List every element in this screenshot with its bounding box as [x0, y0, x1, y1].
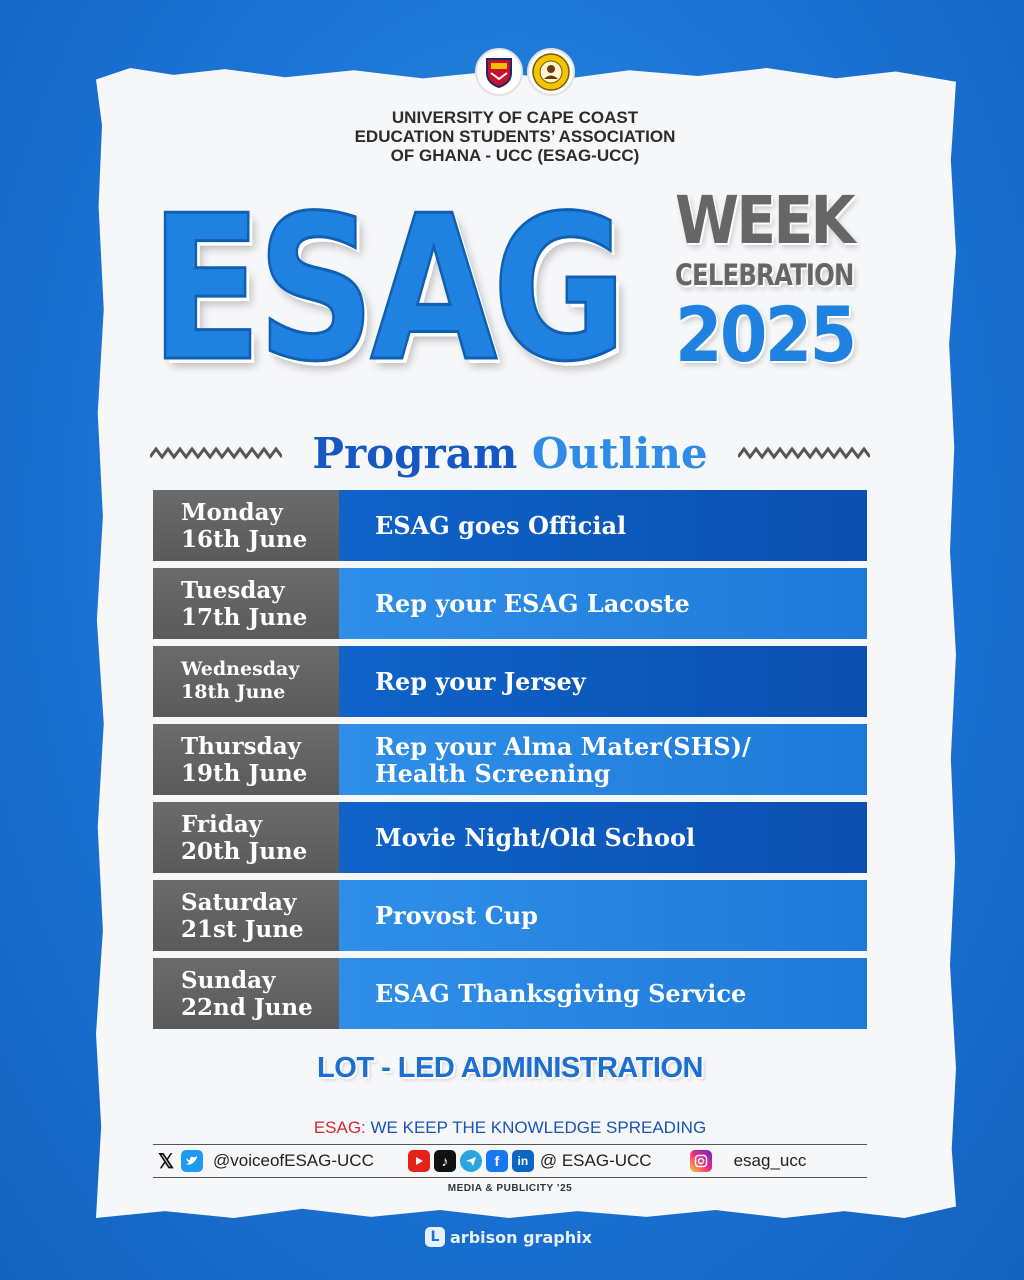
- celebration-label: CELEBRATION: [675, 258, 854, 292]
- day-name: Thursday: [181, 733, 301, 760]
- x-icon[interactable]: 𝕏: [157, 1150, 175, 1173]
- day-name: Friday: [181, 811, 263, 838]
- event-text: Rep your Alma Mater(SHS)/ Health Screening: [375, 731, 751, 788]
- media-publicity-label: MEDIA & PUBLICITY ’25: [447, 1183, 573, 1194]
- university-header: [300, 108, 730, 165]
- main-handle: @ ESAG-UCC: [539, 1151, 652, 1170]
- event-cell: Movie Night/Old School: [339, 802, 867, 873]
- day-cell: [153, 958, 339, 1029]
- header-line-1: UNIVERSITY OF CAPE COAST: [391, 108, 639, 127]
- youtube-icon[interactable]: [408, 1150, 430, 1172]
- day-name: Tuesday: [181, 577, 285, 604]
- outline-word-1: Program: [312, 428, 518, 478]
- designer-credit: [425, 1227, 592, 1247]
- linkedin-icon[interactable]: in: [512, 1150, 534, 1172]
- day-date: 19th June: [181, 760, 308, 787]
- instagram-icon[interactable]: [690, 1150, 712, 1172]
- credit-logo-icon: L: [425, 1227, 445, 1247]
- event-cell: Rep your Jersey: [339, 646, 867, 717]
- day-name: Monday: [181, 499, 283, 526]
- week-label: WEEK: [675, 182, 853, 259]
- schedule-row: [153, 880, 867, 951]
- event-cell: [339, 724, 867, 795]
- event-cell: ESAG goes Official: [339, 490, 867, 561]
- year-label: 2025: [675, 290, 855, 379]
- facebook-icon[interactable]: f: [486, 1150, 508, 1172]
- outline-word-2: Outline: [531, 428, 708, 478]
- esag-seal-icon: [527, 48, 575, 96]
- motto: [200, 1118, 820, 1138]
- header-line-3: OF GHANA - UCC (ESAG-UCC): [390, 146, 640, 165]
- schedule-row: [153, 490, 867, 561]
- ucc-crest-icon: [475, 48, 523, 96]
- schedule-row: [153, 958, 867, 1029]
- day-cell: [153, 880, 339, 951]
- day-name: Wednesday: [181, 658, 300, 680]
- twitter-handle: @voiceofESAG-UCC: [213, 1151, 374, 1170]
- twitter-icon[interactable]: [181, 1150, 203, 1172]
- administration-label: LOT - LED ADMINISTRATION: [317, 1052, 703, 1084]
- program-outline-heading: [150, 423, 870, 483]
- day-cell: [153, 724, 339, 795]
- instagram-handle: esag_ucc: [733, 1151, 807, 1170]
- day-date: 22nd June: [181, 994, 313, 1021]
- telegram-icon[interactable]: [460, 1150, 482, 1172]
- program-outline-title: [312, 429, 707, 478]
- schedule-row: [153, 724, 867, 795]
- day-name: Sunday: [181, 967, 276, 994]
- schedule-table: [153, 490, 867, 1036]
- motto-prefix: ESAG:: [313, 1118, 366, 1137]
- day-cell: [153, 490, 339, 561]
- schedule-row: [153, 802, 867, 873]
- day-cell: [153, 802, 339, 873]
- credit-text: arbison graphix: [450, 1227, 592, 1247]
- header-line-2: EDUCATION STUDENTS’ ASSOCIATION: [354, 127, 676, 146]
- day-name: Saturday: [181, 889, 297, 916]
- esag-title: ESAG: [150, 173, 622, 406]
- motto-text: WE KEEP THE KNOWLEDGE SPREADING: [365, 1118, 707, 1137]
- event-cell: Rep your ESAG Lacoste: [339, 568, 867, 639]
- tiktok-icon[interactable]: ♪: [434, 1150, 456, 1172]
- event-cell: ESAG Thanksgiving Service: [339, 958, 867, 1029]
- day-date: 20th June: [181, 838, 308, 865]
- day-date: 21st June: [181, 916, 304, 943]
- day-date: 16th June: [181, 526, 308, 553]
- day-date: 18th June: [181, 681, 286, 703]
- logos: [475, 48, 575, 96]
- schedule-row: [153, 646, 867, 717]
- day-cell: [153, 646, 339, 717]
- schedule-row: [153, 568, 867, 639]
- week-celebration-block: [675, 182, 875, 379]
- event-cell: Provost Cup: [339, 880, 867, 951]
- zigzag-left-icon: [150, 445, 282, 461]
- social-bar: [153, 1144, 867, 1178]
- zigzag-right-icon: [738, 445, 870, 461]
- day-date: 17th June: [181, 604, 308, 631]
- day-cell: [153, 568, 339, 639]
